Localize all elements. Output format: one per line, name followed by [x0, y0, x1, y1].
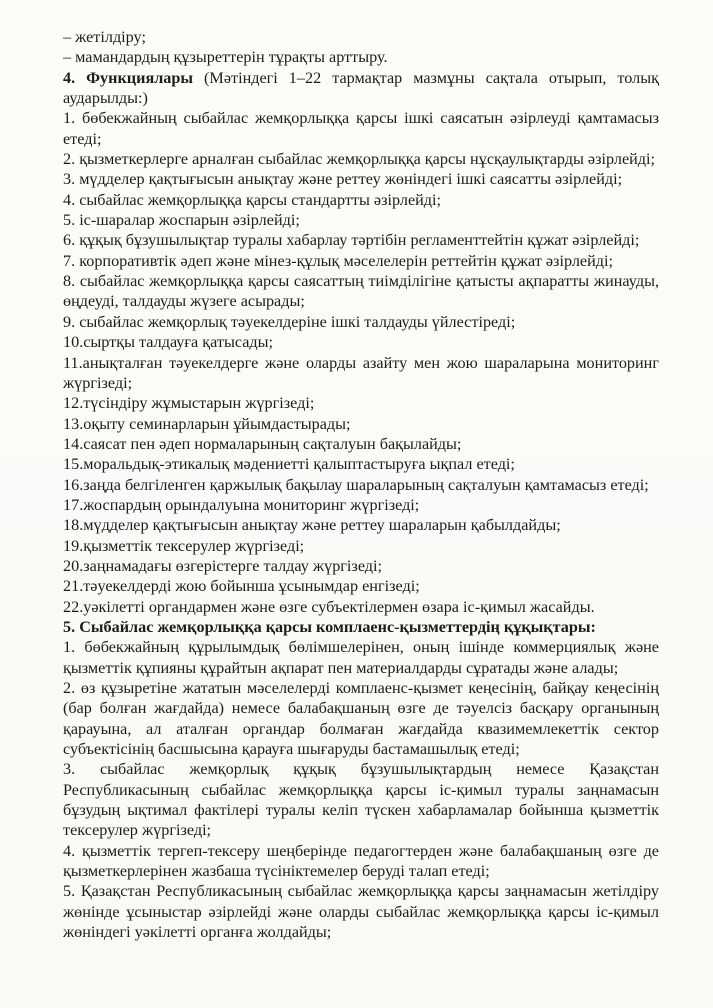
function-item: 1. бөбекжайның сыбайлас жемқорлыққа қарсы ішкі саясатын әзірлеуді қамтамасыз етеді; — [63, 109, 659, 148]
function-item: 20.заңнамадағы өзгерістерге талдау жүргізеді; — [63, 556, 383, 575]
section-4-title: 4. Функциялары — [63, 68, 194, 87]
list-item-dash: – жетілдіру; — [63, 28, 146, 46]
section-4-list — [63, 108, 659, 617]
function-item: 8. сыбайлас жемқорлыққа қарсы саясаттың тиімділігіне қатысты ақпаратты жинауды, өңдеуді, талдауды жүзеге асырады; — [63, 272, 659, 311]
rights-item: 2. өз құзыретіне жататын мәселелерді комплаенс-қызмет кеңесінің, байқау кеңесінің (бар болған жағдайда) немесе балабақшаның өзге де тәуелсіз басқару органының қарауына, ал аталған органдар болмаған жағдайда квазимемлекеттік сектор субъектісінің басшысына қарауға шығаруды бастамашылық етеді; — [63, 679, 659, 759]
function-item: 11.анықталған тәуекелдерге және оларды азайту мен жою шараларына мониторинг жүргізеді; — [63, 353, 659, 392]
function-item: 22.уәкілетті органдармен және өзге субъектілермен өзара іс-қимыл жасайды. — [63, 597, 595, 616]
document-body — [63, 27, 659, 942]
function-item: 16.заңда белгіленген қаржылық бақылау шараларының сақталуын қамтамасыз етеді; — [63, 475, 649, 494]
rights-item: 5. Қазақстан Республикасының сыбайлас жемқорлыққа қарсы заңнамасын жетілдіру жөнінде ұсыныстар әзірлейді және оларды сыбайлас жемқорлыққа қарсы іс-қимыл жөніндегі уәкілетті органға жолдайды; — [63, 882, 659, 942]
function-item: 5. іс-шаралар жоспарын әзірлейді; — [63, 211, 300, 230]
function-item: 10.сыртқы талдауға қатысады; — [63, 333, 274, 352]
section-5-heading: 5. Сыбайлас жемқорлыққа қарсы комплаенс-қызметтердің құқықтары: — [63, 617, 596, 636]
function-item: 15.моральдық-этикалық мәдениетті қалыптастыруға ықпал етеді; — [63, 455, 515, 474]
function-item: 3. мүдделер қақтығысын анықтау және реттеу жөніндегі ішкі саясатты әзірлейді; — [63, 170, 623, 189]
section-4-note: (Мәтіндегі 1–22 тармақтар мазмұны сақтала отырып, толық аударылды:) — [63, 68, 659, 108]
function-item: 21.тәуекелдерді жою бойынша ұсынымдар енгізеді; — [63, 577, 420, 596]
function-item: 7. корпоративтік әдеп және мінез-құлық мәселелерін реттейтін құжат әзірлейді; — [63, 251, 613, 270]
function-item: 4. сыбайлас жемқорлыққа қарсы стандартты әзірлейді; — [63, 190, 442, 209]
rights-item: 1. бөбекжайның құрылымдық бөлімшелерінен, оның ішінде коммерциялық және қызметтік құпияны құрайтын ақпарат пен материалдарды сұратады және алады; — [63, 638, 659, 677]
section-4-heading — [63, 68, 659, 109]
function-item: 6. құқық бұзушылықтар туралы хабарлау тәртібін регламенттейтін құжат әзірлейді; — [63, 231, 640, 250]
function-item: 17.жоспардың орындалуына мониторинг жүргізеді; — [63, 495, 420, 514]
function-item: 12.түсіндіру жұмыстарын жүргізеді; — [63, 394, 315, 413]
rights-item: 4. қызметтік тергеп-тексеру шеңберінде педагогтерден және балабақшаның өзге де қызметкерлерінен жазбаша түсініктемелер беруді талап етеді; — [63, 841, 659, 881]
function-item: 9. сыбайлас жемқорлық тәуекелдеріне ішкі талдауды үйлестіреді; — [63, 312, 516, 331]
function-item: 18.мүдделер қақтығысын анықтау және реттеу шараларын қабылдайды; — [63, 516, 561, 535]
function-item: 13.оқыту семинарларын ұйымдастырады; — [63, 414, 351, 433]
function-item: 19.қызметтік тексерулер жүргізеді; — [63, 536, 305, 555]
function-item: 14.саясат пен әдеп нормаларының сақталуын бақылайды; — [63, 434, 462, 453]
rights-item: 3. сыбайлас жемқорлық құқық бұзушылықтардың немесе Қазақстан Республикасының сыбайлас жемқорлыққа қарсы іс-қимыл туралы заңнамасын бұзудың ықтимал фактілері туралы келіп түскен хабарламалар бойынша қызметтік тексерулер жүргізеді; — [63, 760, 659, 840]
list-item-dash: – мамандардың құзыреттерін тұрақты арттыру. — [63, 48, 388, 67]
function-item: 2. қызметкерлерге арналған сыбайлас жемқорлыққа қарсы нұсқаулықтарды әзірлейді; — [63, 150, 656, 169]
section-5-list — [63, 637, 659, 942]
